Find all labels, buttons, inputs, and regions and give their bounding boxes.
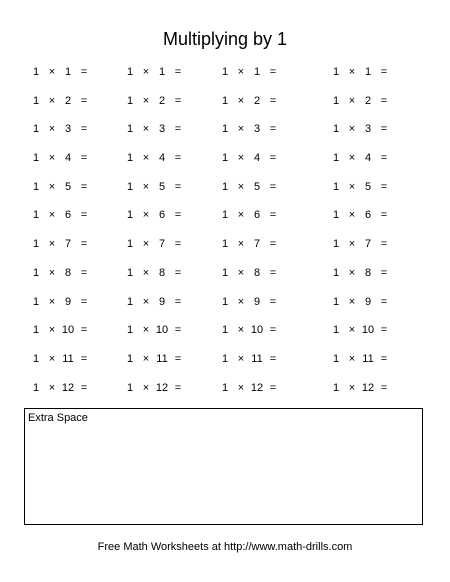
multiplication-problem bbox=[333, 121, 393, 137]
problem-factor-a: 1 bbox=[222, 66, 229, 78]
problem-factor-a: 1 bbox=[222, 295, 229, 308]
problem-factor-b: 10 bbox=[61, 324, 75, 337]
multiply-operator: × bbox=[237, 209, 245, 222]
multiplication-problem bbox=[127, 380, 187, 396]
equals-sign: = bbox=[380, 209, 388, 222]
problem-factor-b: 4 bbox=[253, 152, 261, 165]
multiply-operator: × bbox=[48, 123, 56, 136]
multiplication-problem bbox=[33, 380, 93, 396]
multiply-operator: × bbox=[348, 209, 356, 222]
equals-sign: = bbox=[80, 94, 88, 107]
equals-sign: = bbox=[174, 209, 182, 222]
equals-sign: = bbox=[269, 209, 277, 222]
multiplication-problem bbox=[127, 64, 187, 80]
multiply-operator: × bbox=[348, 352, 356, 365]
problem-factor-a: 1 bbox=[33, 152, 40, 165]
equals-sign: = bbox=[80, 152, 88, 165]
equals-sign: = bbox=[80, 238, 88, 251]
equals-sign: = bbox=[269, 66, 277, 78]
problem-factor-b: 3 bbox=[158, 123, 166, 136]
equals-sign: = bbox=[380, 295, 388, 308]
problem-factor-a: 1 bbox=[333, 381, 340, 394]
problem-row bbox=[0, 322, 450, 351]
multiply-operator: × bbox=[237, 295, 245, 308]
multiply-operator: × bbox=[142, 238, 150, 251]
problem-row bbox=[0, 93, 450, 122]
equals-sign: = bbox=[269, 180, 277, 193]
problem-factor-a: 1 bbox=[33, 123, 40, 136]
problem-factor-b: 6 bbox=[253, 209, 261, 222]
multiplication-problem bbox=[222, 121, 282, 137]
problem-factor-b: 5 bbox=[158, 180, 166, 193]
multiplication-problem bbox=[33, 294, 93, 310]
problem-factor-a: 1 bbox=[127, 152, 134, 165]
problem-factor-a: 1 bbox=[127, 324, 134, 337]
multiplication-problem bbox=[222, 93, 282, 109]
equals-sign: = bbox=[174, 324, 182, 337]
multiply-operator: × bbox=[48, 238, 56, 251]
problem-factor-b: 2 bbox=[253, 94, 261, 107]
multiply-operator: × bbox=[142, 180, 150, 193]
problem-factor-a: 1 bbox=[222, 209, 229, 222]
multiply-operator: × bbox=[48, 381, 56, 394]
problem-factor-b: 2 bbox=[364, 94, 372, 107]
equals-sign: = bbox=[174, 352, 182, 365]
equals-sign: = bbox=[174, 66, 182, 78]
multiply-operator: × bbox=[48, 266, 56, 279]
problem-factor-b: 2 bbox=[158, 94, 166, 107]
multiplication-problem bbox=[222, 64, 282, 80]
multiply-operator: × bbox=[142, 209, 150, 222]
problem-row bbox=[0, 236, 450, 265]
equals-sign: = bbox=[380, 238, 388, 251]
equals-sign: = bbox=[80, 123, 88, 136]
problem-factor-a: 1 bbox=[33, 66, 40, 78]
equals-sign: = bbox=[269, 266, 277, 279]
multiply-operator: × bbox=[142, 123, 150, 136]
multiply-operator: × bbox=[348, 295, 356, 308]
multiplication-problem bbox=[33, 236, 93, 252]
multiplication-problem bbox=[127, 121, 187, 137]
problem-factor-b: 12 bbox=[61, 381, 75, 394]
problem-factor-a: 1 bbox=[222, 180, 229, 193]
multiply-operator: × bbox=[142, 352, 150, 365]
problem-factor-b: 7 bbox=[64, 238, 72, 251]
problem-factor-a: 1 bbox=[127, 180, 134, 193]
multiply-operator: × bbox=[237, 324, 245, 337]
problem-factor-a: 1 bbox=[127, 209, 134, 222]
multiplication-problem bbox=[33, 64, 93, 80]
multiplication-problem bbox=[33, 265, 93, 281]
multiply-operator: × bbox=[237, 94, 245, 107]
equals-sign: = bbox=[80, 209, 88, 222]
multiplication-problem bbox=[222, 179, 282, 195]
problem-row bbox=[0, 64, 450, 93]
multiply-operator: × bbox=[237, 381, 245, 394]
problem-factor-b: 1 bbox=[253, 66, 261, 78]
problem-factor-b: 11 bbox=[62, 352, 74, 365]
problem-factor-a: 1 bbox=[222, 123, 229, 136]
equals-sign: = bbox=[269, 295, 277, 308]
extra-space-box bbox=[24, 408, 423, 525]
equals-sign: = bbox=[174, 180, 182, 193]
multiplication-problem bbox=[127, 93, 187, 109]
problem-factor-a: 1 bbox=[222, 324, 229, 337]
multiply-operator: × bbox=[142, 381, 150, 394]
problem-factor-b: 8 bbox=[158, 266, 166, 279]
problem-factor-b: 7 bbox=[253, 238, 261, 251]
multiply-operator: × bbox=[348, 94, 356, 107]
multiplication-problem bbox=[127, 207, 187, 223]
problem-factor-b: 7 bbox=[158, 238, 166, 251]
multiply-operator: × bbox=[237, 152, 245, 165]
problem-factor-a: 1 bbox=[127, 238, 134, 251]
problem-factor-b: 4 bbox=[364, 152, 372, 165]
multiplication-problem bbox=[222, 150, 282, 166]
multiply-operator: × bbox=[142, 66, 150, 78]
problem-factor-b: 10 bbox=[250, 324, 264, 337]
equals-sign: = bbox=[380, 66, 388, 78]
problem-factor-b: 1 bbox=[364, 66, 372, 78]
multiply-operator: × bbox=[48, 352, 56, 365]
multiply-operator: × bbox=[348, 180, 356, 193]
multiply-operator: × bbox=[48, 152, 56, 165]
multiplication-problem bbox=[127, 265, 187, 281]
multiplication-problem bbox=[333, 64, 393, 80]
multiply-operator: × bbox=[142, 94, 150, 107]
problem-factor-b: 10 bbox=[361, 324, 375, 337]
multiplication-problem bbox=[127, 236, 187, 252]
problem-factor-a: 1 bbox=[222, 238, 229, 251]
equals-sign: = bbox=[80, 381, 88, 394]
equals-sign: = bbox=[174, 266, 182, 279]
problem-factor-a: 1 bbox=[33, 266, 40, 279]
problem-factor-b: 12 bbox=[250, 381, 264, 394]
equals-sign: = bbox=[380, 180, 388, 193]
equals-sign: = bbox=[380, 352, 388, 365]
multiply-operator: × bbox=[142, 295, 150, 308]
multiplication-problem bbox=[222, 351, 282, 367]
problem-factor-a: 1 bbox=[127, 266, 134, 279]
problem-row bbox=[0, 294, 450, 323]
equals-sign: = bbox=[174, 295, 182, 308]
equals-sign: = bbox=[380, 266, 388, 279]
equals-sign: = bbox=[174, 94, 182, 107]
extra-space-label: Extra Space bbox=[28, 412, 88, 424]
problem-factor-a: 1 bbox=[33, 352, 40, 365]
equals-sign: = bbox=[174, 152, 182, 165]
problem-factor-b: 8 bbox=[364, 266, 372, 279]
problem-row bbox=[0, 351, 450, 380]
problem-factor-a: 1 bbox=[333, 94, 340, 107]
multiplication-problem bbox=[333, 236, 393, 252]
problem-factor-a: 1 bbox=[222, 352, 229, 365]
multiply-operator: × bbox=[48, 209, 56, 222]
multiply-operator: × bbox=[348, 152, 356, 165]
problem-factor-a: 1 bbox=[333, 209, 340, 222]
problem-factor-a: 1 bbox=[127, 66, 134, 78]
multiply-operator: × bbox=[348, 381, 356, 394]
multiplication-problem bbox=[333, 179, 393, 195]
multiplication-problem bbox=[333, 93, 393, 109]
multiply-operator: × bbox=[348, 324, 356, 337]
equals-sign: = bbox=[269, 381, 277, 394]
equals-sign: = bbox=[80, 266, 88, 279]
problem-factor-a: 1 bbox=[33, 238, 40, 251]
problem-row bbox=[0, 380, 450, 409]
multiply-operator: × bbox=[348, 123, 356, 136]
problem-row bbox=[0, 121, 450, 150]
problem-factor-a: 1 bbox=[127, 381, 134, 394]
multiplication-problem bbox=[33, 322, 93, 338]
problem-factor-a: 1 bbox=[33, 381, 40, 394]
multiplication-problem bbox=[127, 179, 187, 195]
equals-sign: = bbox=[80, 352, 88, 365]
problem-factor-b: 9 bbox=[253, 295, 261, 308]
problem-factor-a: 1 bbox=[222, 152, 229, 165]
multiply-operator: × bbox=[48, 94, 56, 107]
problem-factor-b: 11 bbox=[156, 352, 168, 365]
problem-factor-a: 1 bbox=[33, 324, 40, 337]
multiply-operator: × bbox=[237, 180, 245, 193]
multiplication-problem bbox=[333, 207, 393, 223]
equals-sign: = bbox=[380, 152, 388, 165]
multiplication-problem bbox=[333, 265, 393, 281]
problem-factor-b: 12 bbox=[361, 381, 375, 394]
problem-factor-b: 8 bbox=[64, 266, 72, 279]
problem-factor-a: 1 bbox=[333, 152, 340, 165]
problem-factor-a: 1 bbox=[333, 352, 340, 365]
problem-factor-b: 9 bbox=[64, 295, 72, 308]
footer-text: Free Math Worksheets at http://www.math-drills.com bbox=[97, 541, 353, 553]
multiplication-problem bbox=[33, 150, 93, 166]
multiplication-problem bbox=[33, 179, 93, 195]
equals-sign: = bbox=[380, 123, 388, 136]
problem-factor-b: 1 bbox=[158, 66, 166, 78]
multiplication-problem bbox=[33, 351, 93, 367]
problem-factor-b: 9 bbox=[158, 295, 166, 308]
problem-factor-b: 7 bbox=[364, 238, 372, 251]
equals-sign: = bbox=[269, 352, 277, 365]
problem-factor-b: 3 bbox=[364, 123, 372, 136]
equals-sign: = bbox=[80, 180, 88, 193]
problem-row bbox=[0, 207, 450, 236]
multiply-operator: × bbox=[348, 238, 356, 251]
multiplication-problem bbox=[333, 322, 393, 338]
problem-factor-b: 6 bbox=[364, 209, 372, 222]
multiplication-problem bbox=[127, 322, 187, 338]
equals-sign: = bbox=[269, 324, 277, 337]
multiply-operator: × bbox=[48, 66, 56, 78]
multiplication-problem bbox=[33, 207, 93, 223]
multiplication-problem bbox=[222, 322, 282, 338]
multiplication-problem bbox=[127, 294, 187, 310]
equals-sign: = bbox=[174, 238, 182, 251]
problem-factor-b: 3 bbox=[64, 123, 72, 136]
problem-factor-b: 10 bbox=[155, 324, 169, 337]
problem-factor-a: 1 bbox=[127, 123, 134, 136]
equals-sign: = bbox=[80, 66, 88, 78]
problem-factor-b: 2 bbox=[64, 94, 72, 107]
problem-factor-a: 1 bbox=[222, 94, 229, 107]
multiply-operator: × bbox=[142, 152, 150, 165]
equals-sign: = bbox=[269, 238, 277, 251]
problem-factor-b: 12 bbox=[155, 381, 169, 394]
multiply-operator: × bbox=[237, 123, 245, 136]
problem-factor-b: 4 bbox=[158, 152, 166, 165]
problem-factor-b: 6 bbox=[64, 209, 72, 222]
problem-factor-b: 1 bbox=[64, 66, 72, 78]
multiplication-problem bbox=[333, 351, 393, 367]
multiply-operator: × bbox=[348, 66, 356, 78]
problem-row bbox=[0, 179, 450, 208]
problem-factor-b: 3 bbox=[253, 123, 261, 136]
multiplication-problem bbox=[127, 150, 187, 166]
problem-factor-b: 11 bbox=[362, 352, 374, 365]
problem-factor-b: 8 bbox=[253, 266, 261, 279]
multiplication-problem bbox=[222, 236, 282, 252]
problem-factor-a: 1 bbox=[333, 324, 340, 337]
problem-factor-a: 1 bbox=[33, 180, 40, 193]
equals-sign: = bbox=[380, 94, 388, 107]
problem-factor-a: 1 bbox=[333, 295, 340, 308]
multiply-operator: × bbox=[237, 266, 245, 279]
multiplication-problem bbox=[222, 380, 282, 396]
problem-factor-a: 1 bbox=[33, 209, 40, 222]
equals-sign: = bbox=[380, 324, 388, 337]
problem-row bbox=[0, 265, 450, 294]
multiply-operator: × bbox=[48, 324, 56, 337]
problem-factor-a: 1 bbox=[333, 123, 340, 136]
multiply-operator: × bbox=[348, 266, 356, 279]
equals-sign: = bbox=[380, 381, 388, 394]
problem-factor-b: 6 bbox=[158, 209, 166, 222]
problem-factor-a: 1 bbox=[127, 352, 134, 365]
equals-sign: = bbox=[269, 94, 277, 107]
equals-sign: = bbox=[174, 123, 182, 136]
problem-factor-b: 5 bbox=[253, 180, 261, 193]
multiplication-problem bbox=[33, 121, 93, 137]
equals-sign: = bbox=[80, 295, 88, 308]
problem-factor-a: 1 bbox=[333, 266, 340, 279]
equals-sign: = bbox=[174, 381, 182, 394]
problem-factor-a: 1 bbox=[333, 180, 340, 193]
multiply-operator: × bbox=[237, 238, 245, 251]
multiplication-problem bbox=[222, 265, 282, 281]
problem-factor-b: 5 bbox=[64, 180, 72, 193]
problem-factor-b: 5 bbox=[364, 180, 372, 193]
problem-factor-a: 1 bbox=[333, 238, 340, 251]
multiply-operator: × bbox=[237, 352, 245, 365]
equals-sign: = bbox=[269, 123, 277, 136]
multiplication-problem bbox=[333, 150, 393, 166]
multiplication-problem bbox=[127, 351, 187, 367]
problem-factor-b: 9 bbox=[364, 295, 372, 308]
multiplication-problem bbox=[222, 207, 282, 223]
problem-factor-a: 1 bbox=[222, 381, 229, 394]
problem-grid bbox=[0, 64, 450, 408]
problem-factor-a: 1 bbox=[33, 94, 40, 107]
multiply-operator: × bbox=[48, 295, 56, 308]
problem-factor-b: 4 bbox=[64, 152, 72, 165]
problem-factor-b: 11 bbox=[251, 352, 263, 365]
multiply-operator: × bbox=[142, 266, 150, 279]
page-title: Multiplying by 1 bbox=[162, 29, 288, 49]
problem-factor-a: 1 bbox=[33, 295, 40, 308]
multiplication-problem bbox=[333, 294, 393, 310]
problem-row bbox=[0, 150, 450, 179]
multiply-operator: × bbox=[142, 324, 150, 337]
problem-factor-a: 1 bbox=[127, 295, 134, 308]
multiplication-problem bbox=[222, 294, 282, 310]
equals-sign: = bbox=[80, 324, 88, 337]
problem-factor-a: 1 bbox=[127, 94, 134, 107]
multiplication-problem bbox=[33, 93, 93, 109]
multiplication-problem bbox=[333, 380, 393, 396]
problem-factor-a: 1 bbox=[222, 266, 229, 279]
multiply-operator: × bbox=[48, 180, 56, 193]
equals-sign: = bbox=[269, 152, 277, 165]
multiply-operator: × bbox=[237, 66, 245, 78]
problem-factor-a: 1 bbox=[333, 66, 340, 78]
